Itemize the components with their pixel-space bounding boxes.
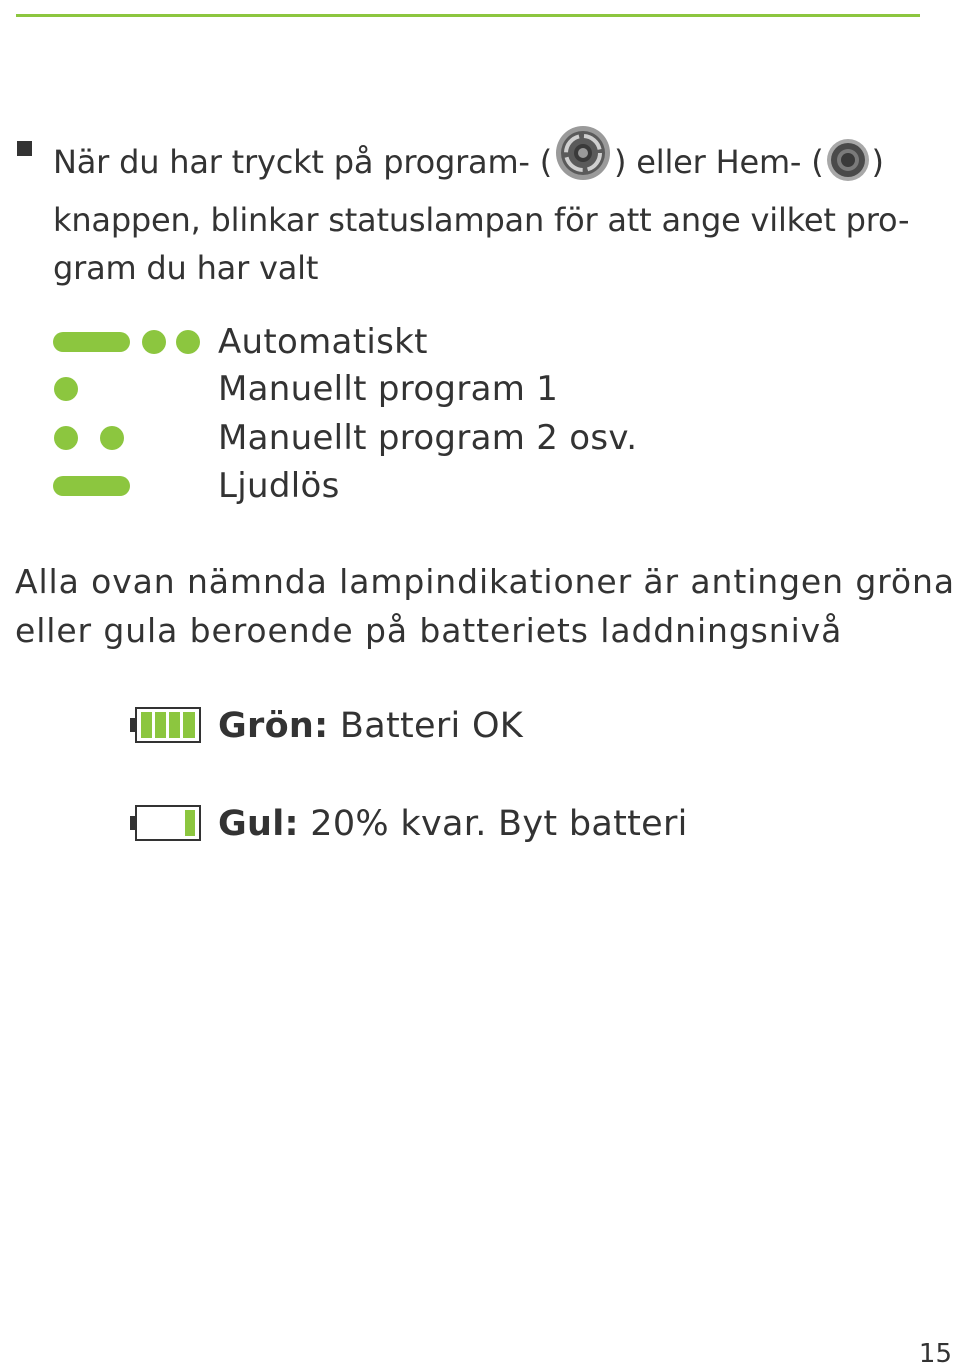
charge-note	[15, 557, 955, 655]
battery-low-icon	[130, 805, 202, 841]
status-label: Manuellt program 1	[218, 369, 559, 409]
status-row-mute	[53, 466, 753, 506]
battery-full-icon	[130, 707, 202, 743]
led-dot-icon	[100, 426, 124, 450]
note-line-2: eller gula beroende på batteriets laddningsnivå	[15, 611, 843, 650]
top-rule	[16, 14, 920, 17]
status-row-program-2	[53, 418, 753, 458]
program-button-icon	[554, 124, 612, 196]
status-label: Manuellt program 2 osv.	[218, 418, 638, 458]
battery-desc: Batteri OK	[328, 706, 524, 746]
led-dot-icon	[142, 330, 166, 354]
intro-line-3: gram du har valt	[53, 249, 319, 287]
battery-key: Grön:	[218, 706, 329, 746]
battery-key: Gul:	[218, 804, 299, 844]
home-button-icon	[826, 138, 870, 196]
led-bar-icon	[53, 332, 130, 352]
note-line-1: Alla ovan nämnda lampindikationer är antingen gröna	[15, 562, 955, 601]
battery-row-yellow	[130, 800, 830, 850]
status-label: Automatiskt	[218, 322, 428, 362]
intro-paragraph	[53, 124, 923, 293]
bullet-square	[17, 141, 32, 156]
led-dot-icon	[54, 377, 78, 401]
battery-status-text	[218, 800, 688, 848]
led-bar-icon	[53, 476, 130, 496]
intro-line-2: knappen, blinkar statuslampan för att ange vilket pro-	[53, 200, 910, 239]
page-number: 15	[918, 1339, 952, 1369]
battery-row-green	[130, 702, 830, 752]
status-row-automatic	[53, 322, 753, 362]
battery-desc: 20% kvar. Byt batteri	[298, 804, 688, 844]
led-dot-icon	[54, 426, 78, 450]
battery-status-text	[218, 702, 523, 750]
status-row-program-1	[53, 369, 753, 409]
intro-line-1: När du har tryckt på program- ( ) eller Hem- ( )	[53, 124, 923, 196]
led-dot-icon	[176, 330, 200, 354]
status-label: Ljudlös	[218, 466, 340, 506]
